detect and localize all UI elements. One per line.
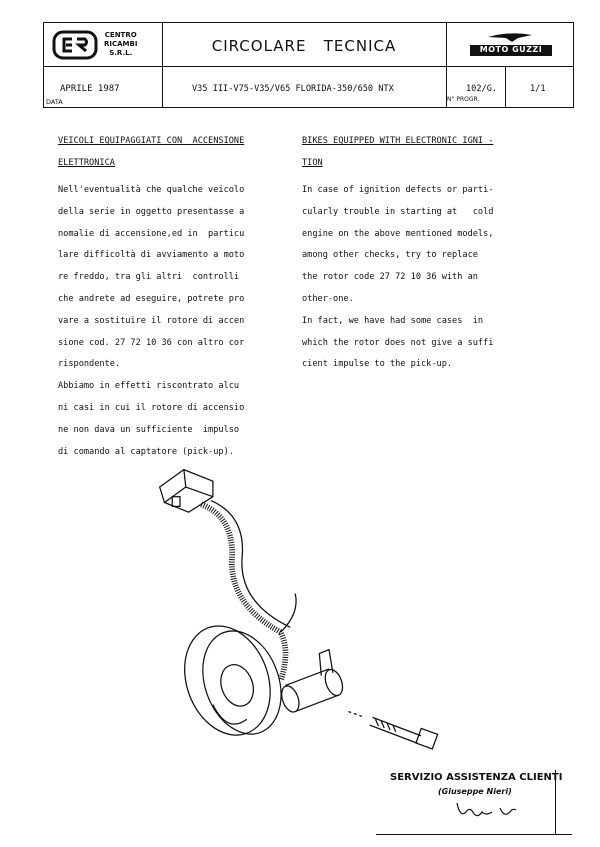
text-line: sione cod. 27 72 10 36 con altro cor	[58, 337, 245, 348]
ignition-rotor-pickup-illustration	[150, 458, 450, 758]
text-line: re freddo, tra gli altri controlli	[58, 272, 240, 283]
text-line: engine on the above mentioned models,	[302, 228, 494, 239]
brand-logo	[460, 29, 560, 63]
header-divider	[43, 66, 574, 67]
company-line: RICAMBI	[104, 40, 138, 48]
header-divider	[162, 22, 163, 108]
text-line: della serie in oggetto presentasse a	[58, 206, 245, 217]
date-value: APRILE 1987	[60, 84, 120, 94]
brand-name: MOTO GUZZI	[479, 45, 543, 54]
company-line: CENTRO	[104, 31, 137, 39]
text-line: Abbiamo in effetti riscontrato alcu	[58, 381, 240, 392]
text-line: among other checks, try to replace	[302, 250, 478, 261]
header-divider	[505, 66, 506, 108]
text-line: vare a sostituire il rotore di accen	[58, 315, 245, 326]
company-name	[104, 31, 137, 58]
page-number: 1/1	[530, 84, 546, 94]
heading-line: BIKES EQUIPPED WITH ELECTRONIC IGNI -	[302, 136, 494, 146]
progressive-number: 102/G.	[466, 84, 498, 94]
company-line: S.R.L.	[109, 49, 133, 57]
text-line: lare difficoltà di avviamento a moto	[58, 250, 245, 261]
text-line: In fact, we have had some cases in	[302, 315, 484, 326]
text-line: di comando al captatore (pick-up).	[58, 446, 234, 457]
text-line: che andrete ad eseguire, potrete pro	[58, 293, 245, 304]
text-line: rispondente.	[58, 359, 121, 370]
footer-rule	[376, 834, 572, 835]
heading-line: VEICOLI EQUIPAGGIATI CON ACCENSIONE	[58, 136, 245, 146]
progressive-label: N° PROGR.	[447, 96, 480, 103]
guzzi-eagle-icon	[460, 29, 560, 59]
text-line: Nell'eventualità che qualche veicolo	[58, 185, 245, 195]
document-title: CIRCOLARE TECNICA	[211, 37, 397, 55]
italian-heading	[58, 131, 244, 175]
department-name: SERVIZIO ASSISTENZA CLIENTI	[390, 772, 563, 783]
text-line: cularly trouble in starting at cold	[302, 206, 494, 217]
text-line: which the rotor does not give a suffi	[302, 337, 494, 348]
italian-body	[58, 180, 244, 463]
english-heading	[302, 131, 493, 175]
english-body	[302, 180, 493, 376]
handwritten-signature	[452, 798, 522, 824]
text-line: nomalie di accensione,ed in particu	[58, 228, 245, 239]
text-line: other-one.	[302, 293, 354, 304]
heading-line: TION	[302, 157, 323, 168]
models-list: V35 III-V75-V35/V65 FLORIDA-350/650 NTX	[192, 84, 394, 94]
cr-logo-icon	[52, 30, 98, 60]
text-line: the rotor code 27 72 10 36 with an	[302, 272, 478, 283]
date-label: DATA	[46, 98, 63, 106]
heading-line: ELETTRONICA	[58, 157, 115, 168]
signatory-name: (Giuseppe Nieri)	[438, 787, 512, 796]
text-line: In case of ignition defects or parti-	[302, 185, 494, 195]
text-line: ne non dava un sufficiente impulso	[58, 424, 240, 435]
text-line: cient impulse to the pick-up.	[302, 359, 453, 370]
text-line: ni casi in cui il rotore di accensio	[58, 402, 245, 413]
company-logo	[52, 30, 98, 64]
